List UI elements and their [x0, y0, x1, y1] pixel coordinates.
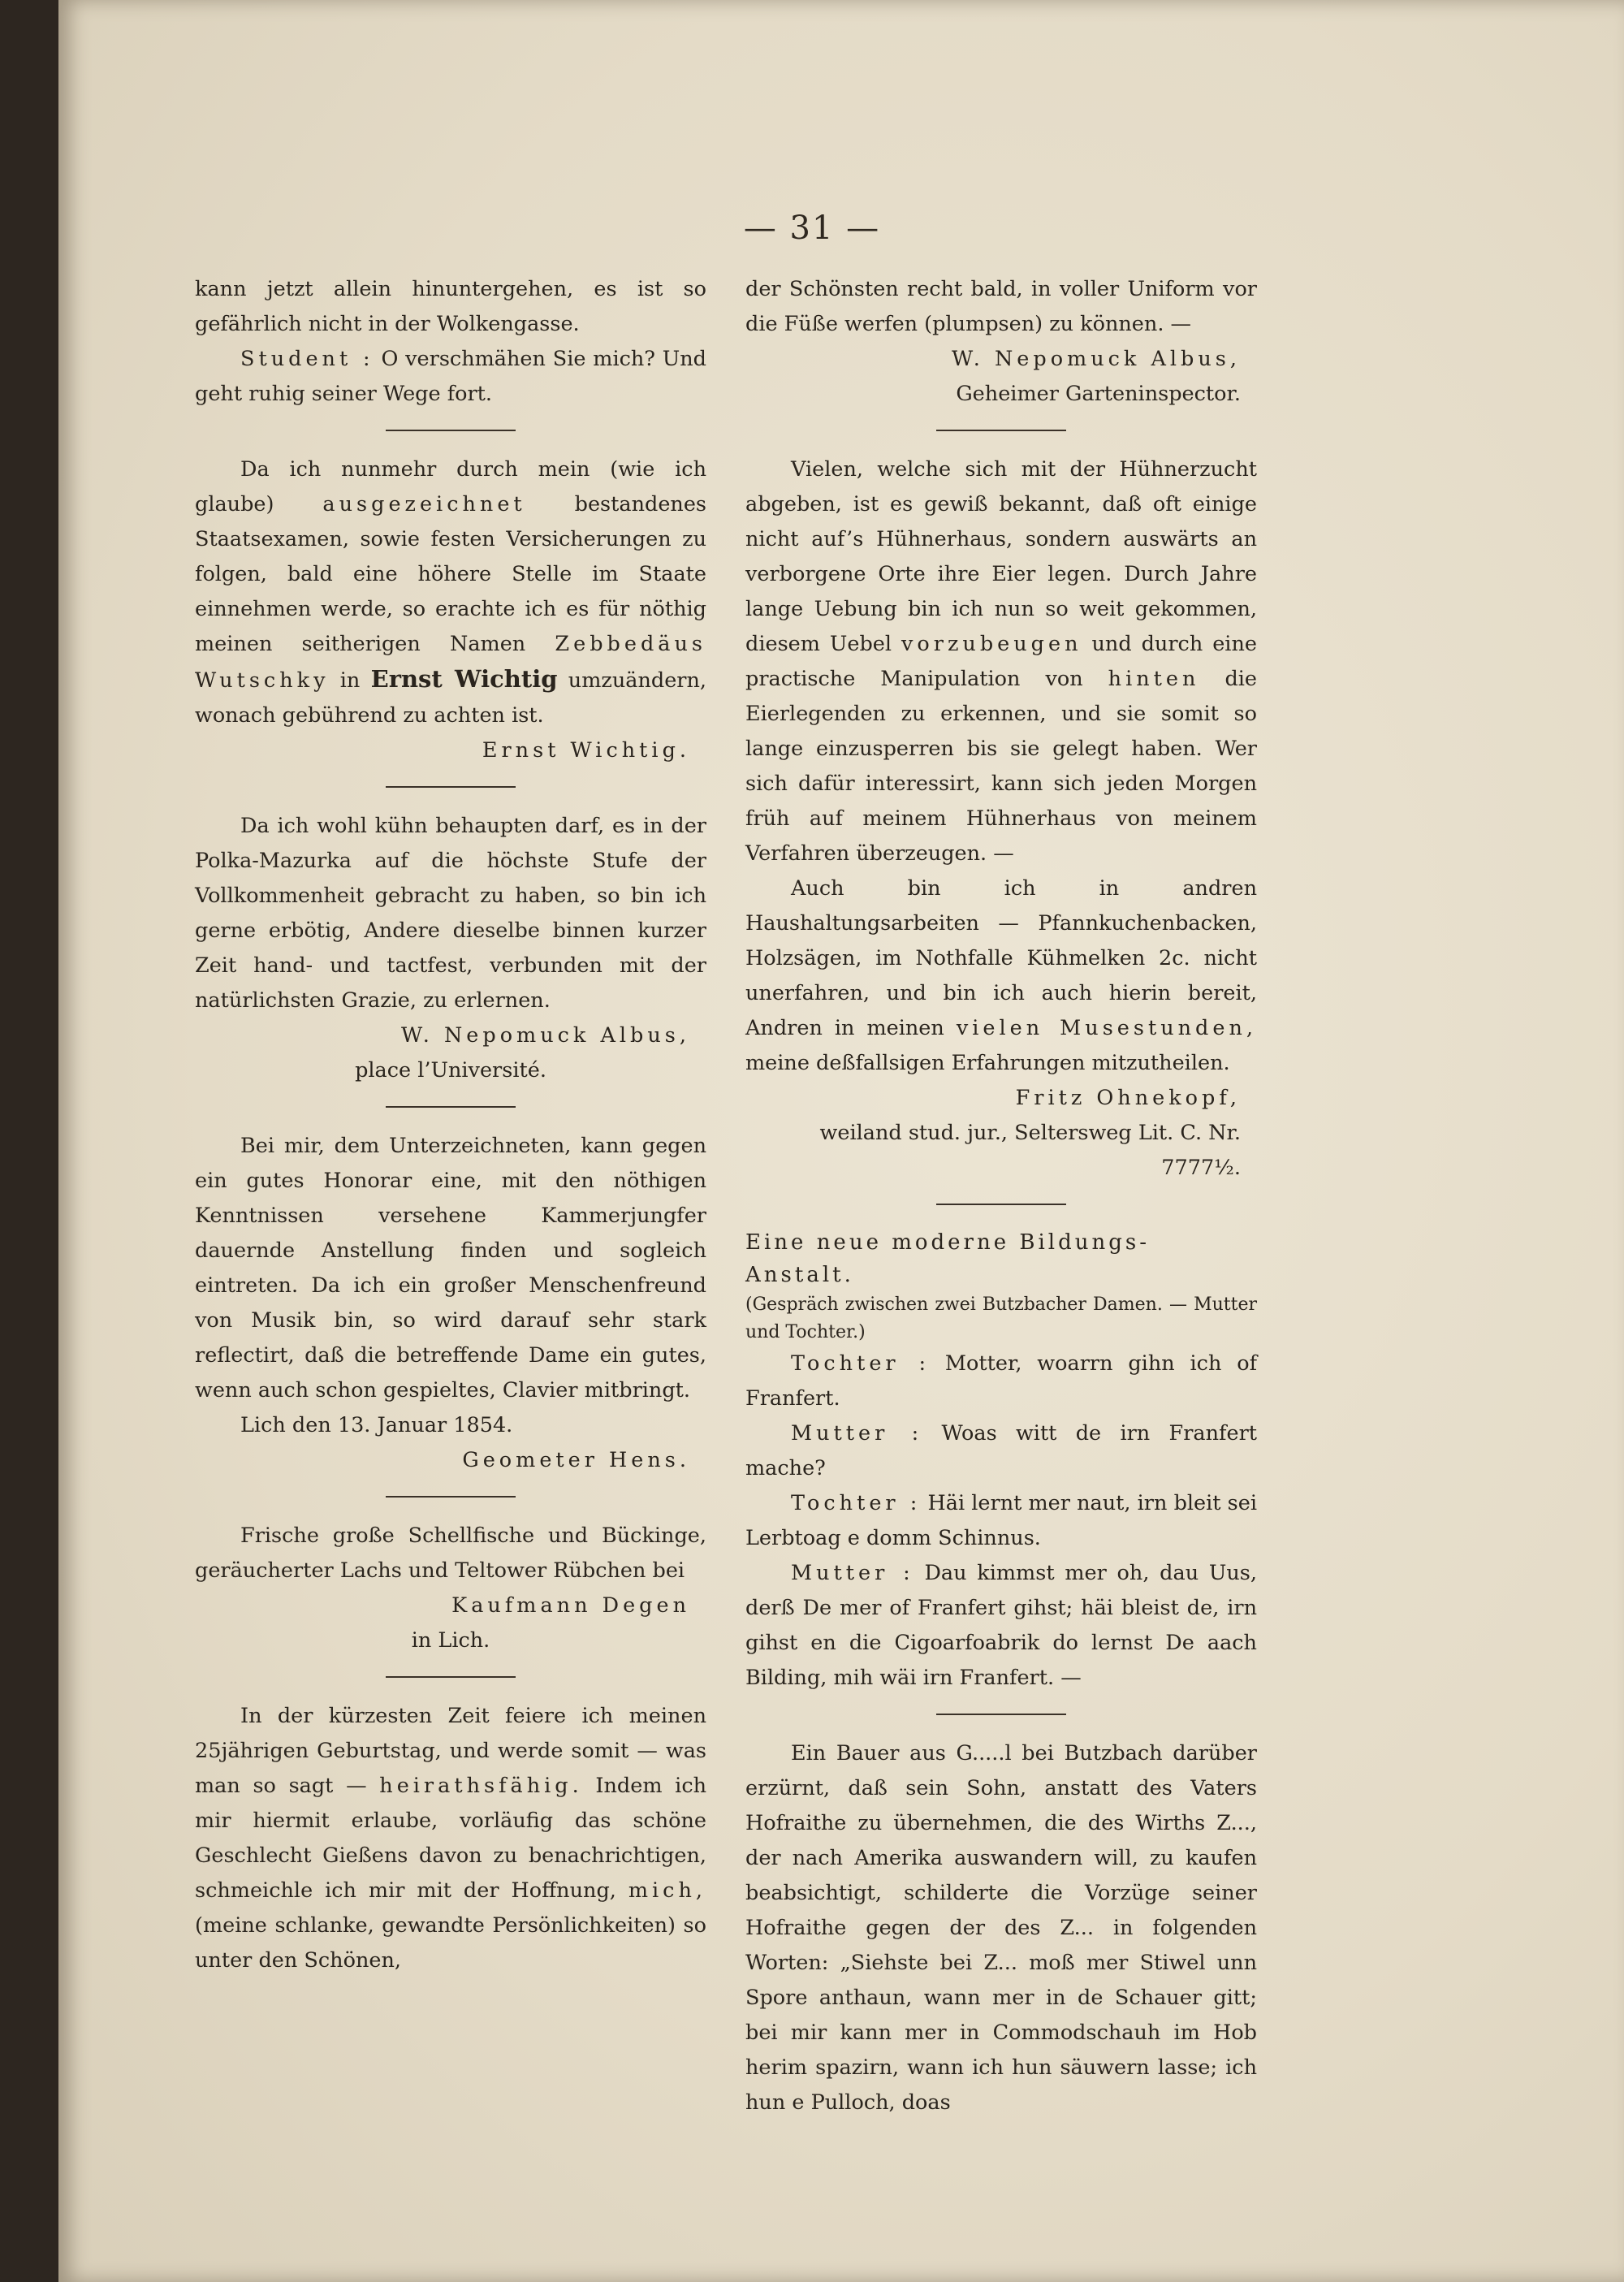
divider [386, 1496, 516, 1498]
left-paragraph-1: kann jetzt allein hinuntergehen, es ist so gefährlich nicht in der Wolkengasse. [195, 277, 706, 336]
household-notice: Auch bin ich in andren Haushaltungsarbeiten — Pfannkuchenbacken, Holzsägen, im Nothfalle Kühmelken 2c. nicht unerfahren, und bin ich auch hierin bereit, Andren in meinen vielen Musestunden, meine deßfallsigen Erfahrungen mitzutheilen. [745, 876, 1258, 1075]
signature-hens: Geometer Hens. [462, 1448, 690, 1472]
divider [936, 430, 1066, 431]
name-change-notice: Da ich nunmehr durch mein (wie ich glaube) ausgezeichnet bestandenes Staatsexamen, sowie festen Versicherungen zu folgen, bald eine höhere Stelle im Staate einnehmen werde, so erachte ich es für nöthig meinen seitherigen Namen Zebbedäus Wutschky in Ernst Wichtig umzuändern, wonach gebührend zu achten ist. [195, 457, 707, 728]
signature-title: Geheimer Garteninspector. [956, 382, 1241, 406]
polka-notice: Da ich wohl kühn behaupten darf, es in der Polka-Mazurka auf die höchste Stufe der Vollkommenheit gebracht zu haben, so bin ich gerne erbötig, Andere dieselbe binnen kurzer Zeit hand- und tactfest, verbunden mit der natürlichsten Grazie, zu erlernen. [195, 814, 706, 1013]
speaker-label: Student : [240, 347, 374, 371]
right-paragraph-1: der Schönsten recht bald, in voller Uniform vor die Füße werfen (plumpsen) zu können. — [745, 277, 1257, 336]
signature-place-lich: in Lich. [411, 1628, 490, 1653]
signature-place: place l’Université. [355, 1058, 546, 1083]
right-column [745, 272, 1257, 2120]
divider [936, 1204, 1066, 1205]
article-subheading: (Gespräch zwischen zwei Butzbacher Damen. — Mutter und Tochter.) [745, 1294, 1257, 1342]
left-column [195, 272, 706, 1978]
chicken-notice: Vielen, welche sich mit der Hühnerzucht abgeben, ist es gewiß bekannt, daß oft einige nicht auf’s Hühnerhaus, sondern auswärts an verborgene Orte ihre Eier legen. Durch Jahre lange Uebung bin ich nun so weit gekommen, diesem Uebel vorzubeugen und durch eine practische Manipulation von hinten die Eierlegenden zu erkennen, und sie somit so lange einzusperren bis sie gelegt haben. Wer sich dafür interessirt, kann sich jeden Morgen früh auf meinem Hühnerhaus von meinem Verfahren überzeugen. — [745, 457, 1258, 866]
signature-albus-2: W. Nepomuck Albus, [952, 347, 1241, 371]
dialogue-line: Mutter : Dau kimmst mer oh, dau Uus, derß De mer of Franfert gihst; häi bleist de, irn gihst en die Cigoarfoabrik do lernst De aach Bilding, mih wäi irn Franfert. — [745, 1561, 1257, 1690]
divider [386, 1106, 516, 1108]
article-heading: Eine neue moderne Bildungs-Anstalt. [745, 1230, 1151, 1287]
farmer-anecdote: Ein Bauer aus G.....l bei Butzbach darüber erzürnt, daß sein Sohn, anstatt des Vaters Hofraithe zu übernehmen, die des Wirths Z..., der nach Amerika auswandern will, zu kaufen beabsichtigt, schilderte die Vorzüge seiner Hofraithe gegen der des Z... in folgenden Worten: „Siehste bei Z... moß mer Stiwel unn Spore anthaun, wann mer in de Schauer gitt; bei mir kann mer in Commodschauh im Hob herim spazirn, wann ich hun säuwern lasse; ich hun e Pulloch, doas [745, 1741, 1257, 2115]
page-number: — 31 — [743, 210, 881, 247]
newspaper-page [58, 0, 1624, 2282]
divider [386, 1676, 516, 1678]
signature-address: weiland stud. jur., Seltersweg Lit. C. Nr. 7777½. [819, 1121, 1241, 1180]
notice-date: Lich den 13. Januar 1854. [240, 1413, 513, 1437]
signature-ohnekopf: Fritz Ohnekopf, [1015, 1086, 1241, 1110]
divider [386, 430, 516, 431]
dialogue-line: Tochter : Häi lernt mer naut, irn bleit sei Lerbtoag e domm Schinnus. [745, 1491, 1258, 1550]
dialogue-line: Tochter : Motter, woarrn gihn ich of Franfert. [745, 1351, 1258, 1411]
left-paragraph-2: Student : O verschmähen Sie mich? Und geht ruhig seiner Wege fort. [195, 347, 707, 406]
signature-ernst-wichtig: Ernst Wichtig. [482, 738, 690, 763]
signature-albus: W. Nepomuck Albus, [401, 1023, 690, 1048]
maid-notice: Bei mir, dem Unterzeichneten, kann gegen ein gutes Honorar eine, mit den nöthigen Kenntnissen versehene Kammerjungfer dauernde Anstellung finden und sogleich eintreten. Da ich ein großer Menschenfreund von Musik bin, so wird darauf sehr stark reflectirt, daß die betreffende Dame ein gutes, wenn auch schon gespieltes, Clavier mitbringt. [195, 1134, 706, 1402]
dialogue-line: Mutter : Woas witt de irn Franfert mache? [745, 1421, 1258, 1480]
signature-degen: Kaufmann Degen [451, 1593, 690, 1618]
birthday-notice: In der kürzesten Zeit feiere ich meinen 25jährigen Geburtstag, und werde somit — was man so sagt — heirathsfähig. Indem ich mir hiermit erlaube, vorläufig das schöne Geschlecht Gießens davon zu benachrichtigen, schmeichle ich mir mit der Hoffnung, mich, (meine schlanke, gewandte Persönlichkeiten) so unter den Schönen, [195, 1704, 707, 1973]
divider [386, 786, 516, 788]
fish-notice: Frische große Schellfische und Bückinge, geräucherter Lachs und Teltower Rübchen bei [195, 1523, 706, 1583]
divider [936, 1714, 1066, 1715]
